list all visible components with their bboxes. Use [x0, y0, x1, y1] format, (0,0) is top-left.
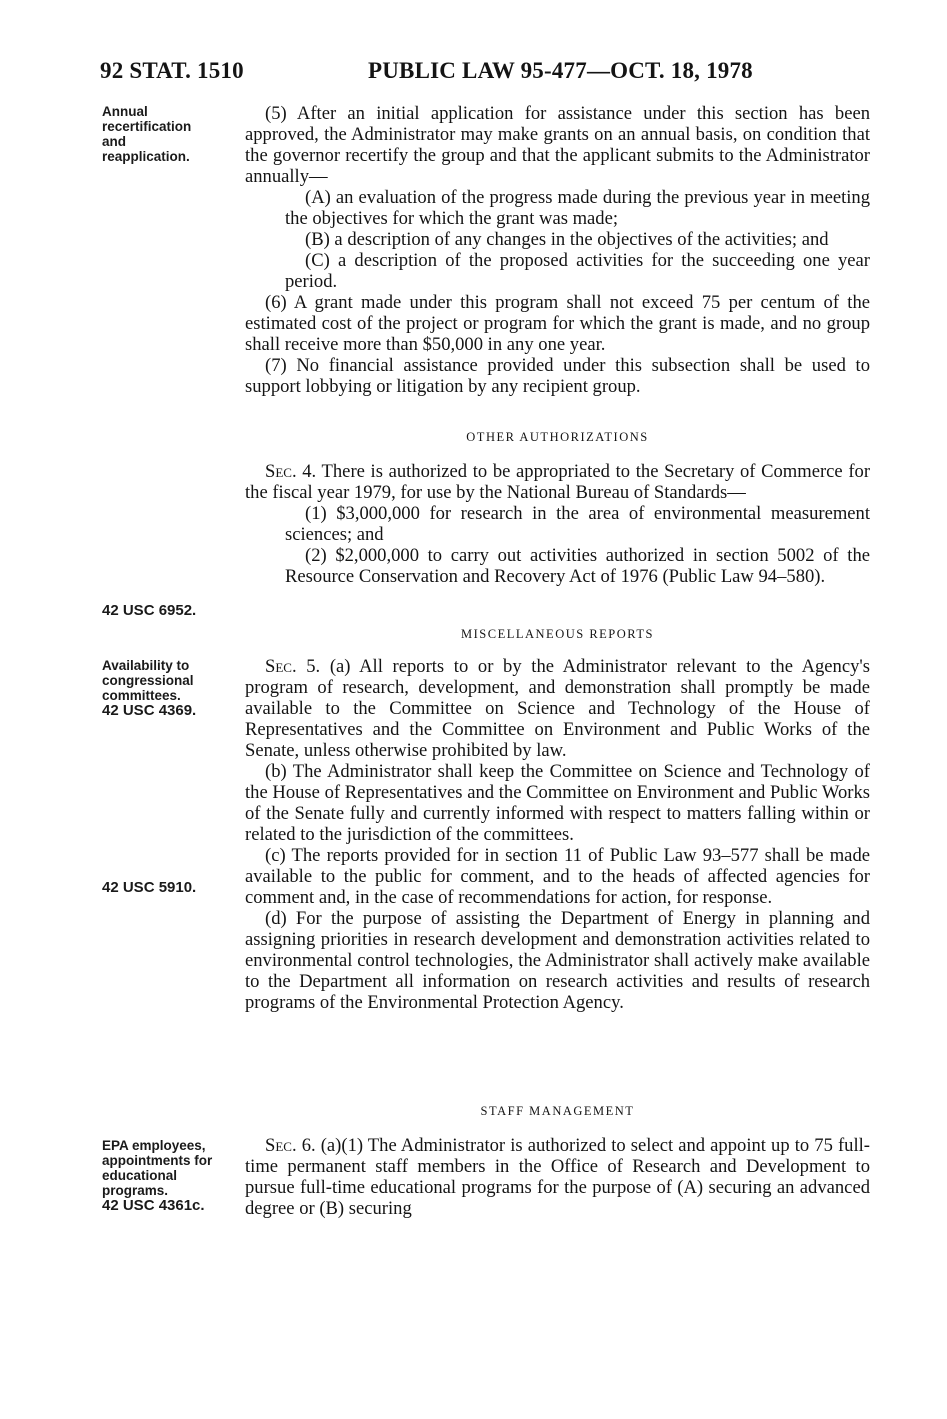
paragraph-5: (5) After an initial application for assistance under this section has been approved, the Administrator may make grants on an annual basis, on condition that the governor recertify the group and that the applicant submits to the Administrator annually— [245, 103, 870, 187]
margin-note-line: educational [102, 1168, 178, 1183]
margin-note-line: Annual [102, 104, 148, 119]
paragraph-5-B: (B) a description of any changes in the objectives of the activities; and [305, 229, 829, 250]
section-4-label: Sec. 4. [265, 461, 317, 482]
margin-note-epa-employees [102, 1138, 237, 1213]
paragraph-7: (7) No financial assistance provided under this subsection shall be used to support lobbying or litigation by any recipient group. [245, 355, 870, 397]
margin-note-line: appointments for [102, 1153, 213, 1168]
margin-note-line: recertification [102, 119, 192, 134]
section-5-c: (c) The reports provided for in section 11 of Public Law 93–577 shall be made available to the public for comment, and to the heads of affected agencies for comment and, in the case of recommendations for action, for response. [245, 845, 870, 908]
section-4-item-2: (2) $2,000,000 to carry out activities authorized in section 5002 of the Resource Conservation and Recovery Act of 1976 (Public Law 94–580). [285, 545, 870, 587]
margin-note-line: EPA employees, [102, 1138, 206, 1153]
section-6-a-body: (a)(1) The Administrator is authorized to select and appoint up to 75 full-time permanent staff members in the Office of Research and Development to pursue full-time educational programs for the purpose of (A) securing an advanced degree or (B) securing [245, 1135, 870, 1219]
section-5-d: (d) For the purpose of assisting the Department of Energy in planning and assigning priorities in research development and demonstration activities related to environmental control technologies, the Administrator shall actively make available to the Department all information on research activities and results of research programs of the Environmental Protection Agency. [245, 908, 870, 1013]
paragraph-6: (6) A grant made under this program shall not exceed 75 per centum of the estimated cost of the project or program for which the grant is made, and no group shall receive more than $50,000 in any one year. [245, 292, 870, 355]
section-6-a [245, 1135, 870, 1219]
section-4-item-1: (1) $3,000,000 for research in the area of environmental measurement sciences; and [285, 503, 870, 545]
section-4 [245, 461, 870, 587]
heading-miscellaneous-reports: MISCELLANEOUS REPORTS [461, 627, 654, 641]
citation: 42 USC 4369. [102, 702, 197, 719]
page-title: PUBLIC LAW 95-477—OCT. 18, 1978 [368, 58, 753, 83]
page-stat-number: 92 STAT. 1510 [100, 58, 244, 83]
section-4-body: There is authorized to be appropriated to the Secretary of Commerce for the fiscal year 1979, for use by the National Bureau of Standards— [245, 461, 871, 503]
margin-note-line: reapplication. [102, 149, 190, 164]
section-5-a [245, 656, 870, 761]
section-6 [245, 1135, 870, 1219]
section-6-label: Sec. 6. [265, 1135, 316, 1156]
margin-note-availability [102, 658, 237, 718]
paragraph-5-C: (C) a description of the proposed activities for the succeeding one year period. [285, 250, 870, 292]
margin-note-line: congressional [102, 673, 194, 688]
section-4-text [245, 461, 870, 503]
margin-note-line: programs. [102, 1183, 169, 1198]
section-5-a-body: (a) All reports to or by the Administrator relevant to the Agency's program of research, development, and demonstration shall promptly be made available to the Committee on Science and Technology of the House of Representatives and the Committee on Environment and Public Works of the Senate, unless otherwise prohibited by law. [245, 656, 870, 761]
citation: 42 USC 6952. [102, 602, 197, 619]
citation: 42 USC 4361c. [102, 1197, 205, 1214]
margin-note-line: committees. [102, 688, 181, 703]
section-5-b: (b) The Administrator shall keep the Committee on Science and Technology of the House of Representatives and the Committee on Environment and Public Works of the Senate fully and currently informed with respect to matters falling within or related to the jurisdiction of the committees. [245, 761, 870, 845]
margin-note-42usc5910 [102, 880, 237, 895]
heading-other-authorizations: OTHER AUTHORIZATIONS [466, 430, 649, 444]
paragraph-5-A: (A) an evaluation of the progress made during the previous year in meeting the objectives for which the grant was made; [285, 187, 870, 229]
margin-note-annual-recertification [102, 104, 237, 164]
section-5-label: Sec. 5. [265, 656, 321, 677]
section-5 [245, 656, 870, 1013]
margin-note-line: and [102, 134, 127, 149]
section-3-continuation [245, 103, 870, 397]
margin-note-line: Availability to [102, 658, 190, 673]
margin-note-42usc6952 [102, 603, 237, 618]
citation: 42 USC 5910. [102, 879, 197, 896]
heading-staff-management: STAFF MANAGEMENT [480, 1104, 635, 1118]
